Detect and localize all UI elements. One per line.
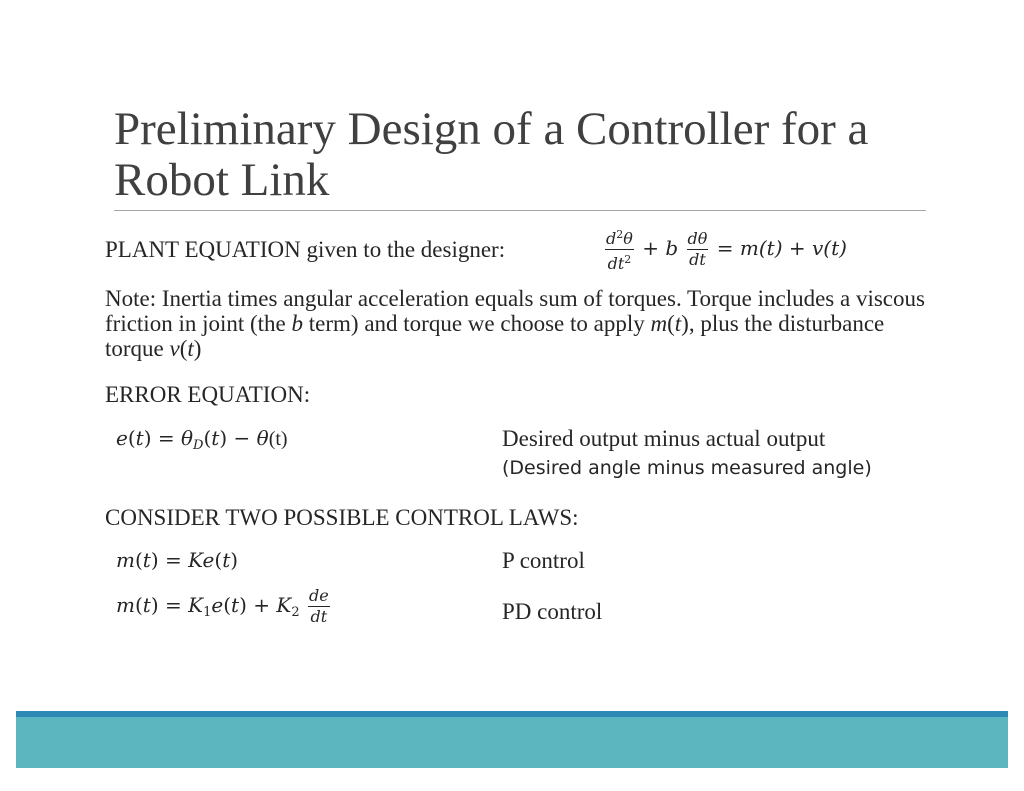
error-equation: $e(t) = \theta_D(t) - \theta(t)$ — [116, 426, 288, 453]
title-line-1: Preliminary Design of a Controller for a — [114, 103, 869, 155]
error-description: Desired output minus actual output — [502, 426, 826, 451]
plant-equation-rhs: = m(t) + v(t) — [716, 236, 847, 260]
second-derivative-fraction: $\frac{d^2\theta}{dt^2}$ — [605, 225, 634, 274]
note-t1: t — [674, 311, 682, 336]
note-m: m — [650, 311, 668, 336]
error-description-detail: (Desired angle minus measured angle) — [502, 457, 872, 479]
plant-equation: $\frac{d^2\theta}{dt^2}$ + b $\frac{d\theta}{dt}$ = m(t) + v(t) — [603, 225, 847, 274]
note-t2: t — [187, 336, 194, 361]
note-text-4: ), plus the disturbance torque — [105, 311, 885, 361]
footer-band-light — [16, 717, 1008, 768]
pd-control-label: PD control — [502, 599, 603, 624]
error-equation-heading: ERROR EQUATION: — [105, 382, 311, 407]
slide-title — [114, 104, 934, 206]
note-text-5: ( — [179, 336, 188, 361]
p-control-label: P control — [502, 548, 585, 573]
note-text-3: ( — [667, 311, 675, 336]
note-b-term: b — [291, 311, 304, 336]
de-dt-fraction: $\frac{de}{dt}$ — [308, 586, 329, 626]
note-v: v — [169, 336, 180, 361]
plant-equation-label: PLANT EQUATION given to the designer: — [105, 237, 506, 262]
first-derivative-fraction: $\frac{d\theta}{dt}$ — [687, 229, 708, 269]
control-laws-heading: CONSIDER TWO POSSIBLE CONTROL LAWS: — [105, 505, 579, 530]
note-text-2: term) and torque we choose to apply — [303, 311, 651, 336]
note-text-6: ) — [193, 336, 202, 361]
p-control-equation: m(t) = Ke(t) — [116, 548, 239, 572]
title-divider — [114, 210, 926, 211]
title-line-2: Robot Link — [114, 154, 330, 206]
note-text-1: Note: Inertia times angular acceleration equals sum of torques. Torque includes a viscous friction in joint (the — [105, 286, 925, 336]
pd-control-equation: $m(t) = K_1e(t) + K_2$ $\frac{de}{dt}$ — [116, 586, 329, 626]
note-paragraph — [105, 286, 935, 361]
